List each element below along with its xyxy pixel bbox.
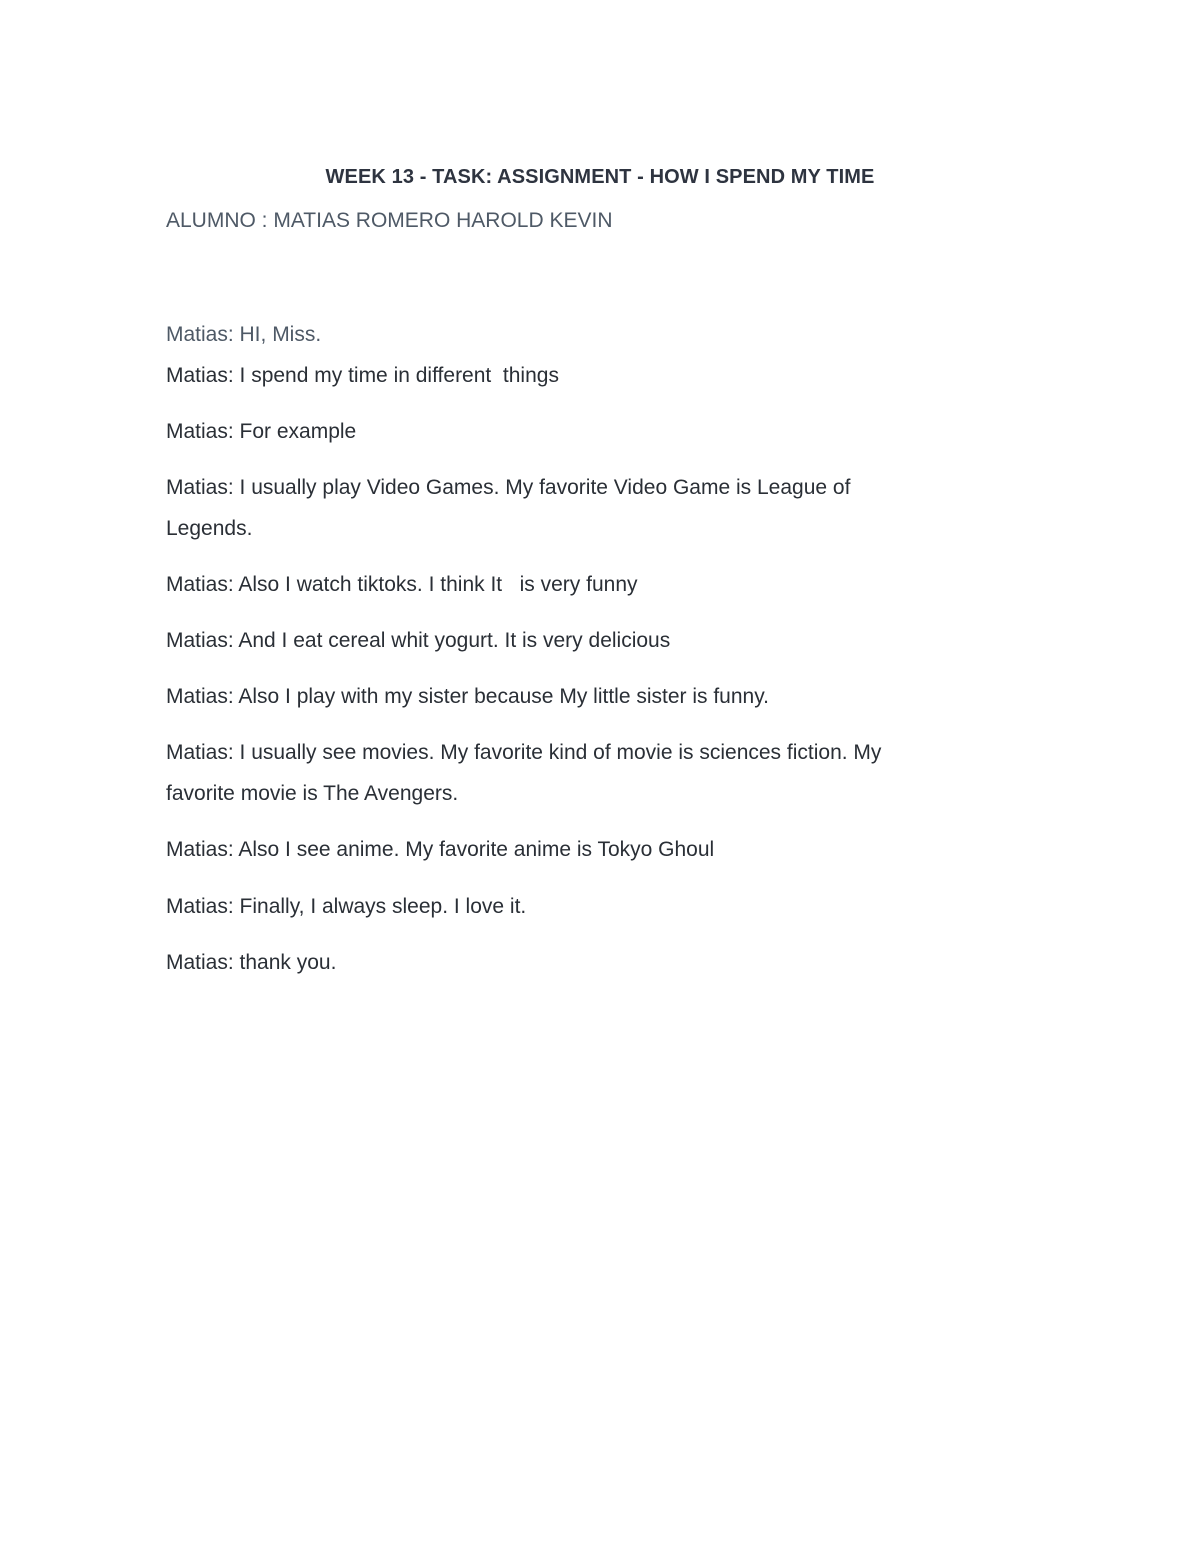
dialogue-line: Matias: Also I watch tiktoks. I think It is very funny (166, 573, 638, 596)
dialogue-line: Matias: HI, Miss. (166, 323, 322, 346)
dialogue-line: Matias: I spend my time in different things (166, 364, 559, 387)
dialogue-line: favorite movie is The Avengers. (166, 782, 459, 805)
dialogue-line: Matias: Also I play with my sister because My little sister is funny. (166, 685, 769, 708)
dialogue-line: Matias: I usually see movies. My favorite kind of movie is sciences fiction. My (166, 741, 882, 764)
student-name: ALUMNO : MATIAS ROMERO HAROLD KEVIN (166, 209, 613, 232)
dialogue-line: Matias: For example (166, 420, 357, 443)
document-title: WEEK 13 - TASK: ASSIGNMENT - HOW I SPEND MY TIME (325, 166, 875, 188)
dialogue-line: Legends. (166, 517, 253, 540)
dialogue-line: Matias: thank you. (166, 951, 337, 974)
dialogue-line: Matias: Finally, I always sleep. I love it. (166, 895, 527, 918)
dialogue-line: Matias: Also I see anime. My favorite anime is Tokyo Ghoul (166, 838, 715, 861)
dialogue-line: Matias: And I eat cereal whit yogurt. It is very delicious (166, 629, 671, 652)
dialogue-line: Matias: I usually play Video Games. My favorite Video Game is League of (166, 476, 851, 499)
